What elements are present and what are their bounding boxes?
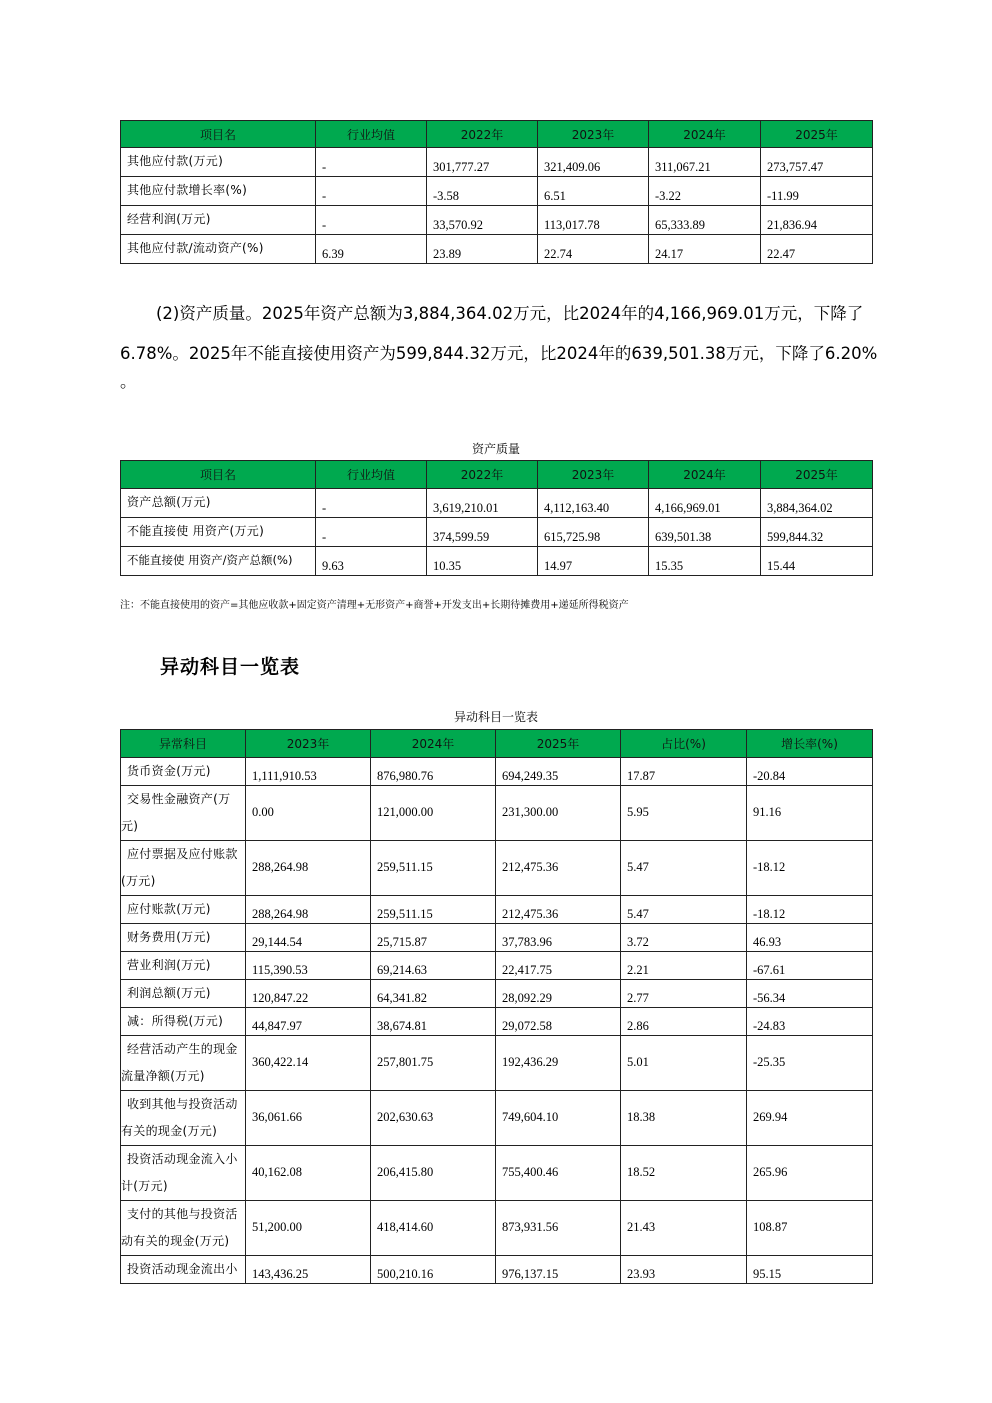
cell: 4,112,163.40	[538, 489, 649, 518]
cell: 24.17	[649, 235, 761, 264]
cell: 38,674.81	[371, 1008, 496, 1036]
table-row	[121, 148, 873, 177]
row-label: 交易性金融资产(万元)	[121, 786, 246, 841]
cell: 599,844.32	[761, 518, 873, 547]
cell: 212,475.36	[496, 841, 621, 896]
cell: 5.95	[621, 786, 747, 841]
table-row	[121, 547, 873, 576]
table-row	[121, 758, 873, 786]
table-row	[121, 1201, 873, 1256]
cell: 21,836.94	[761, 206, 873, 235]
cell: 749,604.10	[496, 1091, 621, 1146]
abnormal-items-table	[120, 729, 873, 1284]
cell: 36,061.66	[246, 1091, 371, 1146]
cell: 9.63	[316, 547, 427, 576]
cell: 14.97	[538, 547, 649, 576]
cell: 259,511.15	[371, 841, 496, 896]
row-label: 投资活动现金流入小计(万元)	[121, 1146, 246, 1201]
cell: 212,475.36	[496, 896, 621, 924]
table-row	[121, 786, 873, 841]
cell: 755,400.46	[496, 1146, 621, 1201]
row-label: 其他应付款增长率(%)	[121, 177, 316, 206]
row-label: 经营利润(万元)	[121, 206, 316, 235]
cell: 694,249.35	[496, 758, 621, 786]
paragraph-line: 6.78%。2025年不能直接使用资产为599,844.32万元，比2024年的639,501.38万元，下降了6.20%	[120, 344, 878, 363]
cell: 301,777.27	[427, 148, 538, 177]
cell: -3.58	[427, 177, 538, 206]
cell: 3,619,210.01	[427, 489, 538, 518]
header-cell: 2025年	[761, 121, 873, 148]
cell: 115,390.53	[246, 952, 371, 980]
row-label: 营业利润(万元)	[121, 952, 246, 980]
row-label: 经营活动产生的现金流量净额(万元)	[121, 1036, 246, 1091]
cell: 44,847.97	[246, 1008, 371, 1036]
cell: 500,210.16	[371, 1256, 496, 1284]
cell: -24.83	[747, 1008, 873, 1036]
row-label: 减：所得税(万元)	[121, 1008, 246, 1036]
header-cell: 异常科目	[121, 730, 246, 758]
header-cell: 2022年	[427, 461, 538, 489]
cell: 288,264.98	[246, 841, 371, 896]
cell: 18.38	[621, 1091, 747, 1146]
row-label: 财务费用(万元)	[121, 924, 246, 952]
cell: 5.01	[621, 1036, 747, 1091]
cell: -18.12	[747, 841, 873, 896]
cell: 360,422.14	[246, 1036, 371, 1091]
table-row	[121, 1146, 873, 1201]
row-label: 应付账款(万元)	[121, 896, 246, 924]
header-cell: 占比(%)	[621, 730, 747, 758]
header-cell: 2024年	[371, 730, 496, 758]
header-cell: 行业均值	[316, 461, 427, 489]
cell: 22.74	[538, 235, 649, 264]
header-cell: 2023年	[246, 730, 371, 758]
row-label: 收到其他与投资活动有关的现金(万元)	[121, 1091, 246, 1146]
row-label: 支付的其他与投资活动有关的现金(万元)	[121, 1201, 246, 1256]
row-label: 利润总额(万元)	[121, 980, 246, 1008]
cell: 374,599.59	[427, 518, 538, 547]
cell: 25,715.87	[371, 924, 496, 952]
cell: 6.39	[316, 235, 427, 264]
table-row	[121, 1008, 873, 1036]
cell: 18.52	[621, 1146, 747, 1201]
cell: 23.93	[621, 1256, 747, 1284]
cell: 33,570.92	[427, 206, 538, 235]
table-caption: 异动科目一览表	[453, 710, 538, 724]
cell: -20.84	[747, 758, 873, 786]
table-row	[121, 206, 873, 235]
cell: -	[316, 206, 427, 235]
cell: 21.43	[621, 1201, 747, 1256]
cell: 231,300.00	[496, 786, 621, 841]
cell: -	[316, 489, 427, 518]
table-row	[121, 1256, 873, 1284]
row-label: 其他应付款/流动资产(%)	[121, 235, 316, 264]
cell: 64,341.82	[371, 980, 496, 1008]
header-cell: 2024年	[649, 121, 761, 148]
header-cell: 行业均值	[316, 121, 427, 148]
cell: 615,725.98	[538, 518, 649, 547]
cell: -18.12	[747, 896, 873, 924]
table-row	[121, 235, 873, 264]
header-cell: 2025年	[496, 730, 621, 758]
cell: 121,000.00	[371, 786, 496, 841]
header-cell: 项目名	[121, 461, 316, 489]
cell: 3,884,364.02	[761, 489, 873, 518]
table-row	[121, 841, 873, 896]
cell: 257,801.75	[371, 1036, 496, 1091]
cell: 2.77	[621, 980, 747, 1008]
cell: 273,757.47	[761, 148, 873, 177]
table-row	[121, 924, 873, 952]
row-label: 应付票据及应付账款(万元)	[121, 841, 246, 896]
paragraph-line: 。	[120, 372, 137, 391]
cell: 113,017.78	[538, 206, 649, 235]
cell: 40,162.08	[246, 1146, 371, 1201]
asset-quality-paragraph	[120, 294, 876, 390]
cell: 95.15	[747, 1256, 873, 1284]
other-payables-table	[120, 120, 873, 264]
asset-quality-table	[120, 460, 873, 576]
header-cell: 2024年	[649, 461, 761, 489]
row-label: 货币资金(万元)	[121, 758, 246, 786]
cell: 2.21	[621, 952, 747, 980]
cell: 4,166,969.01	[649, 489, 761, 518]
cell: -25.35	[747, 1036, 873, 1091]
cell: 91.16	[747, 786, 873, 841]
cell: 29,144.54	[246, 924, 371, 952]
cell: 259,511.15	[371, 896, 496, 924]
table-row	[121, 518, 873, 547]
row-label: 资产总额(万元)	[121, 489, 316, 518]
cell: 976,137.15	[496, 1256, 621, 1284]
cell: 265.96	[747, 1146, 873, 1201]
table-row	[121, 1036, 873, 1091]
paragraph-line: (2)资产质量。2025年资产总额为3,884,364.02万元，比2024年的4,166,969.01万元，下降了	[156, 304, 864, 323]
header-cell: 项目名	[121, 121, 316, 148]
cell: -67.61	[747, 952, 873, 980]
cell: -	[316, 148, 427, 177]
cell: 37,783.96	[496, 924, 621, 952]
cell: 65,333.89	[649, 206, 761, 235]
cell: 202,630.63	[371, 1091, 496, 1146]
header-cell: 2025年	[761, 461, 873, 489]
cell: 10.35	[427, 547, 538, 576]
table-row	[121, 1091, 873, 1146]
cell: -56.34	[747, 980, 873, 1008]
footnote: 注：不能直接使用的资产=其他应收款+固定资产清理+无形资产+商誉+开发支出+长期待摊费用+递延所得税资产	[120, 600, 629, 611]
cell: 6.51	[538, 177, 649, 206]
cell: 28,092.29	[496, 980, 621, 1008]
cell: 873,931.56	[496, 1201, 621, 1256]
cell: 321,409.06	[538, 148, 649, 177]
cell: 143,436.25	[246, 1256, 371, 1284]
cell: 46.93	[747, 924, 873, 952]
cell: 1,111,910.53	[246, 758, 371, 786]
table-row	[121, 177, 873, 206]
table-row	[121, 896, 873, 924]
cell: 23.89	[427, 235, 538, 264]
cell: 288,264.98	[246, 896, 371, 924]
row-label: 投资活动现金流出小	[121, 1256, 246, 1284]
cell: 22.47	[761, 235, 873, 264]
cell: 206,415.80	[371, 1146, 496, 1201]
section-heading: 异动科目一览表	[160, 656, 301, 678]
cell: 108.87	[747, 1201, 873, 1256]
header-cell: 2023年	[538, 121, 649, 148]
cell: -11.99	[761, 177, 873, 206]
cell: 876,980.76	[371, 758, 496, 786]
cell: 15.44	[761, 547, 873, 576]
header-cell: 2023年	[538, 461, 649, 489]
cell: 51,200.00	[246, 1201, 371, 1256]
cell: 69,214.63	[371, 952, 496, 980]
cell: 311,067.21	[649, 148, 761, 177]
row-label: 其他应付款(万元)	[121, 148, 316, 177]
table-row	[121, 489, 873, 518]
cell: 120,847.22	[246, 980, 371, 1008]
cell: 418,414.60	[371, 1201, 496, 1256]
cell: -	[316, 518, 427, 547]
row-label: 不能直接使 用资产/资产总额(%)	[121, 547, 316, 576]
table-row	[121, 980, 873, 1008]
cell: 17.87	[621, 758, 747, 786]
table-row	[121, 952, 873, 980]
cell: -3.22	[649, 177, 761, 206]
row-label: 不能直接使 用资产(万元)	[121, 518, 316, 547]
cell: 3.72	[621, 924, 747, 952]
cell: 29,072.58	[496, 1008, 621, 1036]
cell: 192,436.29	[496, 1036, 621, 1091]
cell: 15.35	[649, 547, 761, 576]
cell: 5.47	[621, 841, 747, 896]
cell: 22,417.75	[496, 952, 621, 980]
cell: 2.86	[621, 1008, 747, 1036]
cell: 639,501.38	[649, 518, 761, 547]
cell: 5.47	[621, 896, 747, 924]
header-cell: 2022年	[427, 121, 538, 148]
cell: 269.94	[747, 1091, 873, 1146]
header-cell: 增长率(%)	[747, 730, 873, 758]
cell: -	[316, 177, 427, 206]
cell: 0.00	[246, 786, 371, 841]
table-caption: 资产质量	[471, 442, 520, 456]
